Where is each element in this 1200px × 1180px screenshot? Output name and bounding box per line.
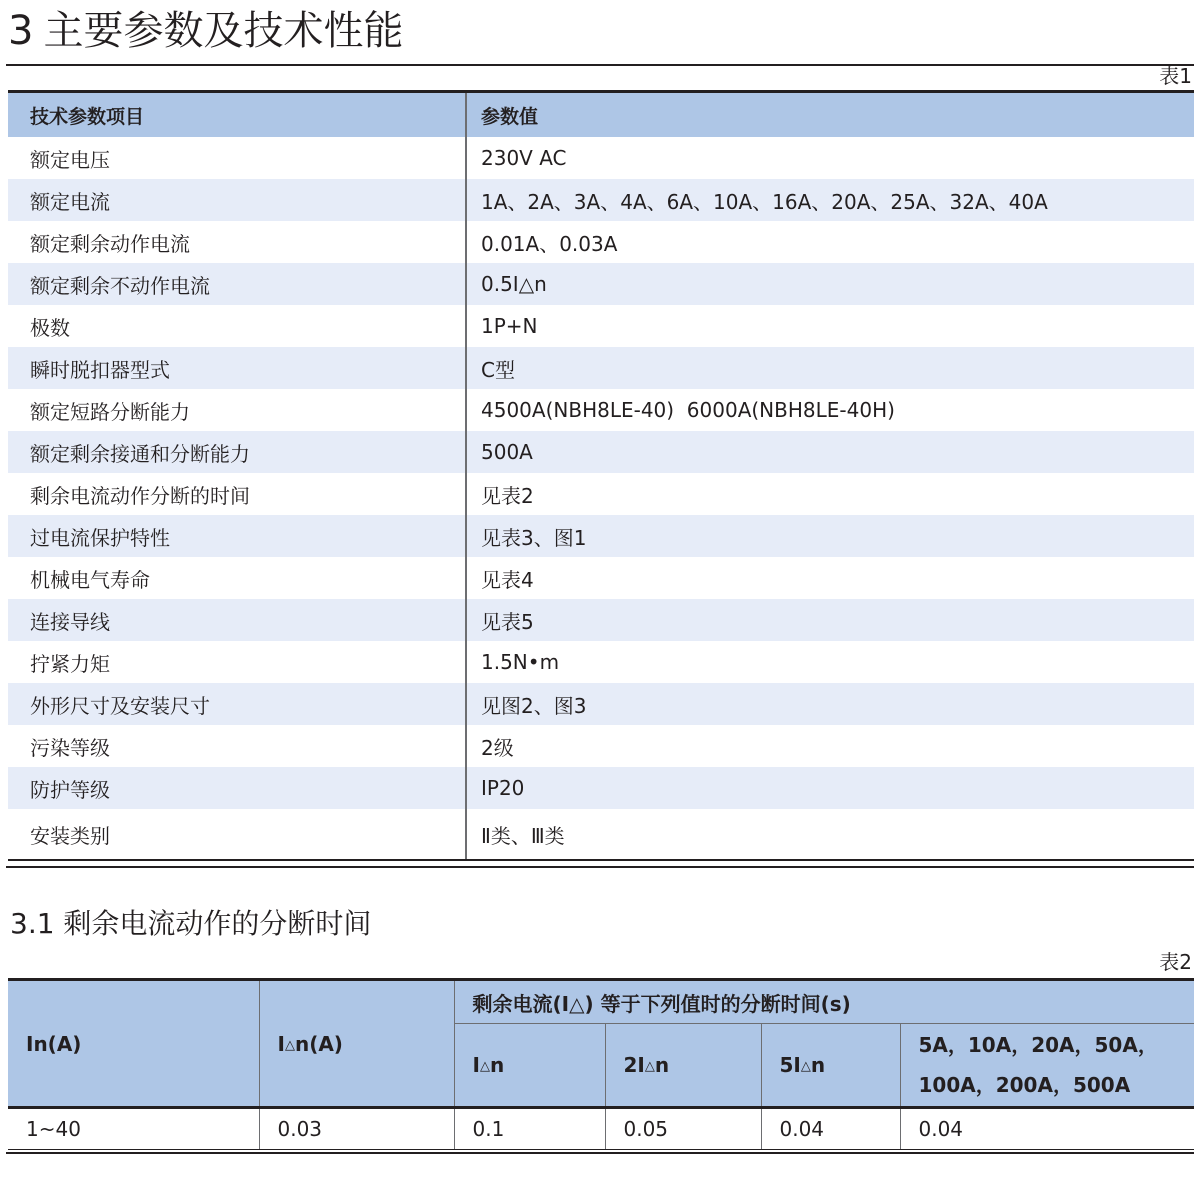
header-1x: I△n bbox=[454, 1024, 605, 1108]
cell-in: 1~40 bbox=[8, 1108, 259, 1150]
table-row bbox=[8, 305, 1194, 347]
parameters-table bbox=[8, 90, 1194, 861]
table-row bbox=[8, 683, 1194, 725]
heading-rule bbox=[6, 64, 1194, 66]
param-value: 见表4 bbox=[481, 567, 534, 592]
param-value: 见表2 bbox=[481, 483, 534, 508]
param-name: 拧紧力矩 bbox=[8, 641, 466, 683]
param-name: 额定短路分断能力 bbox=[8, 389, 466, 431]
param-name: 防护等级 bbox=[8, 767, 466, 809]
table1-tag: 表1 bbox=[1159, 64, 1192, 88]
param-name: 外形尺寸及安装尺寸 bbox=[8, 683, 466, 725]
table-row bbox=[8, 515, 1194, 557]
param-name: 额定剩余动作电流 bbox=[8, 221, 466, 263]
header-item: 技术参数项目 bbox=[8, 92, 466, 138]
section-title: 主要参数及技术性能 bbox=[43, 8, 404, 54]
header-idn: I△n(A) bbox=[259, 980, 454, 1108]
param-value: 1P+N bbox=[481, 314, 538, 338]
param-name: 过电流保护特性 bbox=[8, 515, 466, 557]
param-value: 1A、2A、3A、4A、6A、10A、16A、20A、25A、32A、40A bbox=[466, 179, 1194, 221]
header-2x: 2I△n bbox=[605, 1024, 761, 1108]
table-row bbox=[8, 347, 1194, 389]
param-value: IP20 bbox=[466, 767, 1194, 809]
table2-bottom-rule bbox=[6, 1152, 1194, 1154]
param-name: 极数 bbox=[8, 305, 466, 347]
param-value: 0.5I△n bbox=[466, 263, 1194, 305]
header-value: 参数值 bbox=[466, 92, 1194, 138]
param-value: 0.01A、0.03A bbox=[481, 231, 618, 256]
header-fixed-currents: 5A，10A，20A，50A， 100A，200A，500A bbox=[900, 1024, 1194, 1108]
header-in: In(A) bbox=[8, 980, 259, 1108]
param-name: 额定电压 bbox=[8, 137, 466, 179]
table-header-row bbox=[8, 92, 1194, 138]
table-row bbox=[8, 725, 1194, 767]
param-name: 安装类别 bbox=[8, 809, 466, 860]
table-row bbox=[8, 599, 1194, 641]
table-row bbox=[8, 809, 1194, 860]
table-row bbox=[8, 263, 1194, 305]
param-name: 额定剩余接通和分断能力 bbox=[8, 431, 466, 473]
table-row bbox=[8, 1108, 1194, 1150]
header-5x: 5I△n bbox=[761, 1024, 900, 1108]
cell-5x: 0.04 bbox=[761, 1108, 900, 1150]
table-row bbox=[8, 767, 1194, 809]
param-name: 连接导线 bbox=[8, 599, 466, 641]
table-row bbox=[8, 431, 1194, 473]
param-name: 额定剩余不动作电流 bbox=[8, 263, 466, 305]
section-heading bbox=[8, 2, 403, 60]
table-row bbox=[8, 557, 1194, 599]
subsection-heading: 3.1 剩余电流动作的分断时间 bbox=[10, 907, 372, 940]
param-name: 瞬时脱扣器型式 bbox=[8, 347, 466, 389]
param-value: 230V AC bbox=[481, 146, 567, 170]
cell-2x: 0.05 bbox=[605, 1108, 761, 1150]
table-header-row bbox=[8, 980, 1194, 1024]
table-row bbox=[8, 221, 1194, 263]
table2-tag: 表2 bbox=[1159, 950, 1192, 974]
table1-bottom-rule bbox=[6, 866, 1194, 868]
param-value: 4500A(NBH8LE-40) 6000A(NBH8LE-40H) bbox=[481, 398, 895, 422]
param-name: 污染等级 bbox=[8, 725, 466, 767]
param-value: 2级 bbox=[481, 735, 514, 760]
param-value: Ⅱ类、Ⅲ类 bbox=[466, 809, 1194, 860]
param-name: 机械电气寿命 bbox=[8, 557, 466, 599]
tripping-time-table bbox=[8, 978, 1194, 1150]
table-row bbox=[8, 179, 1194, 221]
header-group: 剩余电流(I△) 等于下列值时的分断时间(s) bbox=[454, 980, 1194, 1024]
cell-1x: 0.1 bbox=[454, 1108, 605, 1150]
param-value: 1.5N•m bbox=[481, 650, 560, 674]
param-name: 剩余电流动作分断的时间 bbox=[8, 473, 466, 515]
table-row bbox=[8, 137, 1194, 179]
cell-fixed: 0.04 bbox=[900, 1108, 1194, 1150]
param-value: C型 bbox=[466, 347, 1194, 389]
param-value: 500A bbox=[466, 431, 1194, 473]
table-row bbox=[8, 641, 1194, 683]
cell-idn: 0.03 bbox=[259, 1108, 454, 1150]
table-row bbox=[8, 389, 1194, 431]
param-name: 额定电流 bbox=[8, 179, 466, 221]
param-value: 见图2、图3 bbox=[466, 683, 1194, 725]
table-row bbox=[8, 473, 1194, 515]
param-value: 见表5 bbox=[466, 599, 1194, 641]
param-value: 见表3、图1 bbox=[466, 515, 1194, 557]
section-number: 3 bbox=[8, 8, 34, 54]
